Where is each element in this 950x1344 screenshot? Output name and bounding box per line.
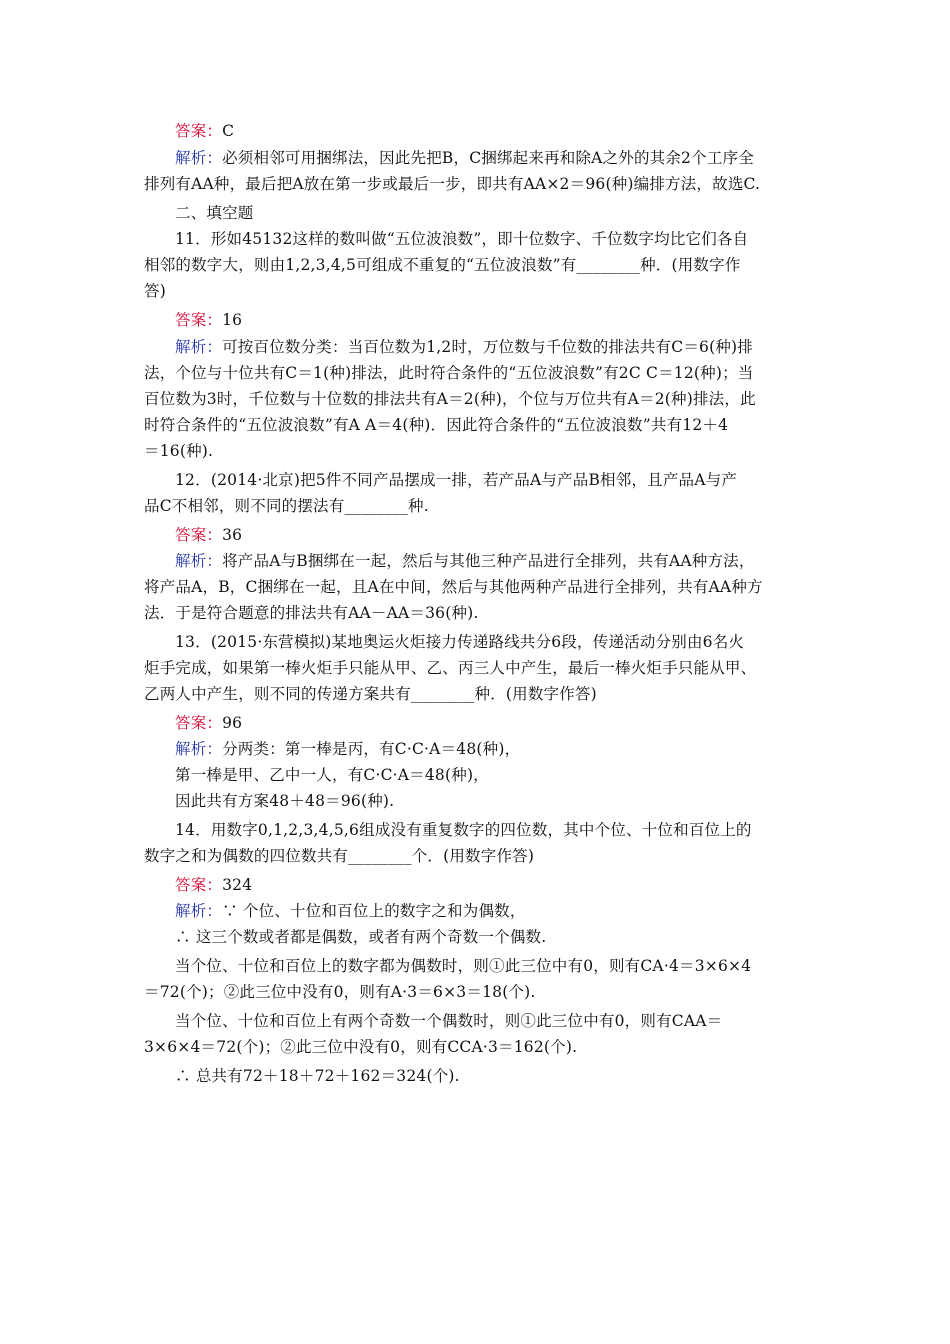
text-line bbox=[175, 710, 815, 736]
line-text: 3×6×4＝72(个)；②此三位中没有0，则有CCA·3＝162(个). bbox=[144, 1038, 578, 1056]
text-line bbox=[175, 788, 815, 814]
line-text: ＝72(个)；②此三位中没有0，则有A·3＝6×3＝18(个). bbox=[144, 983, 536, 1001]
answer-label: 答案： bbox=[175, 311, 223, 329]
text-line bbox=[175, 762, 815, 788]
answer-label: 答案： bbox=[175, 526, 223, 544]
line-text: 炬手完成，如果第一棒火炬手只能从甲、乙、丙三人中产生，最后一棒火炬手只能从甲、 bbox=[144, 659, 757, 677]
line-text: 当个位、十位和百位上有两个奇数一个偶数时，则①此三位中有0，则有CAA＝ bbox=[175, 1012, 723, 1030]
text-line bbox=[175, 548, 815, 574]
line-text: ∴ 总共有72＋18＋72＋162＝324(个). bbox=[175, 1067, 460, 1085]
line-text: 将产品A，B，C捆绑在一起，且A在中间，然后与其他两种产品进行全排列，共有AA种方 bbox=[144, 578, 763, 596]
text-line bbox=[144, 843, 814, 869]
text-line bbox=[175, 334, 815, 360]
text-line bbox=[175, 1008, 815, 1034]
text-line bbox=[175, 872, 815, 898]
line-text: 乙两人中产生，则不同的传递方案共有________种．(用数字作答) bbox=[144, 685, 597, 703]
line-text: 分两类：第一棒是丙，有C·C·A＝48(种)， bbox=[222, 740, 521, 758]
line-text: ∴ 这三个数或者都是偶数，或者有两个奇数一个偶数. bbox=[175, 928, 547, 946]
line-text: 二、填空题 bbox=[175, 204, 254, 222]
line-text: 时符合条件的“五位波浪数”有A A＝4(种)．因此符合条件的“五位波浪数”共有12＋4 bbox=[144, 416, 729, 434]
text-line bbox=[144, 1034, 814, 1060]
text-line bbox=[144, 979, 814, 1005]
line-text: 因此共有方案48＋48＝96(种). bbox=[175, 792, 395, 810]
line-text: 法．于是符合题意的排法共有AA－AA＝36(种). bbox=[144, 604, 479, 622]
answer-label: 答案： bbox=[175, 122, 223, 140]
line-text: 36 bbox=[222, 526, 243, 544]
line-text: ＝16(种). bbox=[144, 442, 214, 460]
text-line bbox=[144, 574, 814, 600]
text-line bbox=[175, 629, 815, 655]
analysis-label: 解析： bbox=[175, 149, 223, 167]
text-line bbox=[175, 817, 815, 843]
line-text: 16 bbox=[222, 311, 243, 329]
text-line bbox=[144, 412, 814, 438]
line-text: 品C不相邻，则不同的摆法有________种. bbox=[144, 497, 429, 515]
analysis-label: 解析： bbox=[175, 338, 223, 356]
text-line bbox=[175, 118, 815, 144]
line-text: 13．(2015·东营模拟)某地奥运火炬接力传递路线共分6段，传递活动分别由6名火 bbox=[175, 633, 745, 651]
line-text: ∵ 个位、十位和百位上的数字之和为偶数， bbox=[222, 902, 526, 920]
analysis-label: 解析： bbox=[175, 902, 223, 920]
line-text: 96 bbox=[222, 714, 243, 732]
text-line bbox=[144, 438, 814, 464]
text-line bbox=[175, 736, 815, 762]
text-line bbox=[144, 600, 814, 626]
line-text: 11．形如45132这样的数叫做“五位波浪数”，即十位数字、千位数字均比它们各自 bbox=[175, 230, 749, 248]
text-line bbox=[144, 252, 814, 278]
line-text: 法，个位与十位共有C＝1(种)排法，此时符合条件的“五位波浪数”有2C C＝12(种)；当 bbox=[144, 364, 754, 382]
line-text: 排列有AA种，最后把A放在第一步或最后一步，即共有AA×2＝96(种)编排方法，故选C. bbox=[144, 175, 761, 193]
line-text: C bbox=[222, 122, 235, 140]
line-text: 将产品A与B捆绑在一起，然后与其他三种产品进行全排列，共有AA种方法， bbox=[222, 552, 755, 570]
text-line bbox=[144, 171, 814, 197]
line-text: 可按百位数分类：当百位数为1,2时，万位数与千位数的排法共有C＝6(种)排 bbox=[222, 338, 753, 356]
text-line bbox=[144, 278, 814, 304]
text-line bbox=[175, 226, 815, 252]
answer-label: 答案： bbox=[175, 876, 223, 894]
text-line bbox=[175, 953, 815, 979]
answer-label: 答案： bbox=[175, 714, 223, 732]
text-line bbox=[175, 145, 815, 171]
line-text: 必须相邻可用捆绑法，因此先把B，C捆绑起来再和除A之外的其余2个工序全 bbox=[222, 149, 754, 167]
analysis-label: 解析： bbox=[175, 552, 223, 570]
line-text: 第一棒是甲、乙中一人，有C·C·A＝48(种)， bbox=[175, 766, 489, 784]
text-line bbox=[175, 898, 815, 924]
text-line bbox=[144, 386, 814, 412]
line-text: 324 bbox=[222, 876, 253, 894]
line-text: 百位数为3时，千位数与十位数的排法共有A＝2(种)，个位与万位共有A＝2(种)排法，此 bbox=[144, 390, 756, 408]
text-line bbox=[144, 655, 814, 681]
line-text: 当个位、十位和百位上的数字都为偶数时，则①此三位中有0，则有CA·4＝3×6×4 bbox=[175, 957, 752, 975]
analysis-label: 解析： bbox=[175, 740, 223, 758]
text-line bbox=[175, 522, 815, 548]
text-line bbox=[144, 493, 814, 519]
line-text: 相邻的数字大，则由1,2,3,4,5可组成不重复的“五位波浪数”有________种．(用数字作 bbox=[144, 256, 741, 274]
text-line bbox=[144, 360, 814, 386]
text-line bbox=[175, 924, 815, 950]
text-line bbox=[175, 1063, 815, 1089]
line-text: 14．用数字0,1,2,3,4,5,6组成没有重复数字的四位数，其中个位、十位和百位上的 bbox=[175, 821, 752, 839]
text-line bbox=[144, 681, 814, 707]
line-text: 答) bbox=[144, 282, 166, 300]
line-text: 12．(2014·北京)把5件不同产品摆成一排，若产品A与产品B相邻，且产品A与产 bbox=[175, 471, 738, 489]
text-line bbox=[175, 307, 815, 333]
line-text: 数字之和为偶数的四位数共有________个．(用数字作答) bbox=[144, 847, 535, 865]
text-line bbox=[175, 200, 815, 226]
text-line bbox=[175, 467, 815, 493]
